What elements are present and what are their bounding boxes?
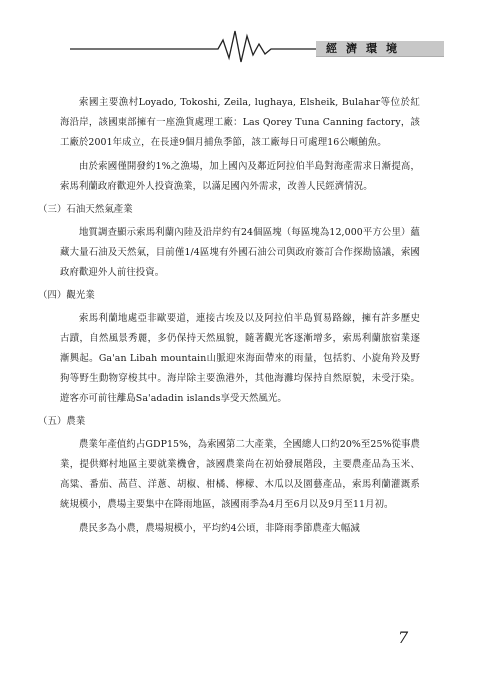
header-ekg-rule xyxy=(0,0,480,80)
body-paragraph: 由於索國僅開發約1%之漁場，加上國內及鄰近阿拉伯半島對海產需求日漸提高，索馬利蘭政府歡迎外人投資漁業，以滿足國內外需求，改善人民經濟情況。 xyxy=(60,161,420,192)
document-body xyxy=(38,93,420,539)
section-heading: （五）農業 xyxy=(38,416,86,427)
body-paragraph: 地質調查顯示索馬利蘭內陸及沿岸約有24個區塊（每區塊為12,000平方公里）蘊藏大量石油及天然氣，目前僅1/4區塊有外國石油公司與政府簽訂合作探勘協議，索國政府歡迎外人前往投資。 xyxy=(60,227,420,278)
section-heading: （三）石油天然氣產業 xyxy=(38,204,133,215)
header-title: 經濟環境 xyxy=(316,41,444,56)
body-paragraph: 索國主要漁村Loyado, Tokoshi, Zeila, lughaya, Elsheik, Bulahar等位於紅海沿岸，該國東部擁有一座漁貨處理工廠：Las Qorey Tuna Canning factory，該工廠於2001年成立，在長達9個月捕魚季節，該工廠每日可處理16公噸鮪魚。 xyxy=(60,97,420,148)
page-header xyxy=(0,0,480,80)
body-paragraph: 農業年產值約占GDP15%，為索國第二大產業，全國總人口約20%至25%從事農業，提供鄉村地區主要就業機會，該國農業尚在初始發展階段，主要農產品為玉米、高粱、番茄、萵苣、洋蔥、胡椒、柑橘、檸檬、木瓜以及園藝產品，索馬利蘭灌溉系統規模小，農場主要集中在降雨地區，該國雨季為4月至6月以及9月至11月初。 xyxy=(60,439,420,510)
body-paragraph: 索馬利蘭地處亞非歐要道，連接古埃及以及阿拉伯半島貿易路線，擁有許多歷史古蹟，自然風景秀麗，多仍保持天然風貌，隨著觀光客逐漸增多，索馬利蘭旅宿業逐漸興起。Ga'an Libah mountain山脈迎來海面帶來的雨量，包括豹、小旋角羚及野狗等野生動物穿梭其中。海岸除主要漁港外，其他海灘均保持自然原貌，未受汙染。遊客亦可前往離島Sa'adadin islands享受天然風光。 xyxy=(60,313,420,404)
body-paragraph: 農民多為小農，農場規模小，平均約4公頃，非降雨季節農產大幅減 xyxy=(79,523,360,534)
section-heading: （四）觀光業 xyxy=(38,290,95,301)
page-number: 7 xyxy=(398,628,409,647)
